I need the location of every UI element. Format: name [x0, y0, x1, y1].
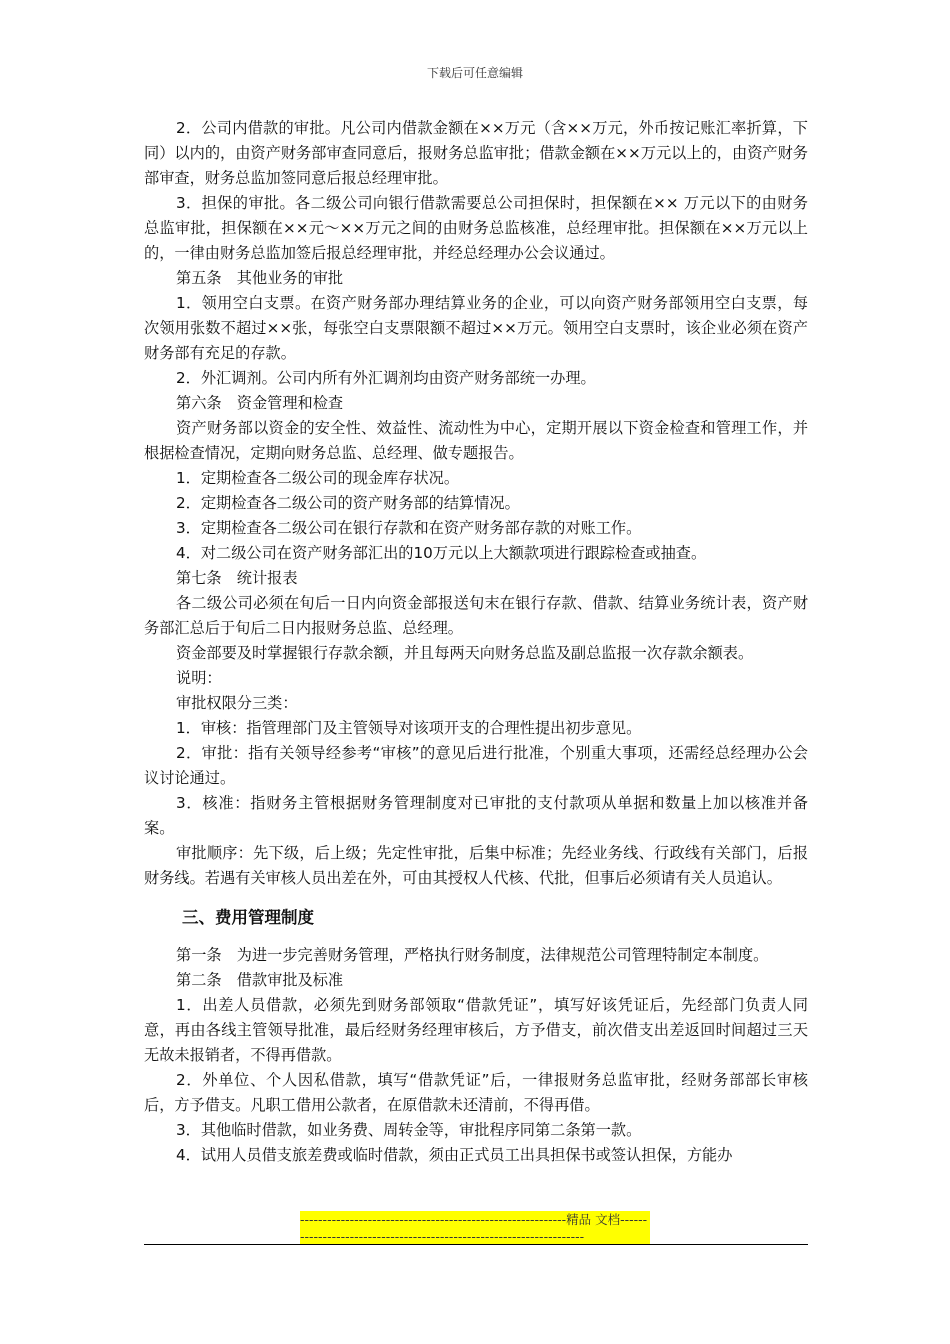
list-item: 4．试用人员借支旅差费或临时借款，须由正式员工出具担保书或签认担保，方能办 [176, 1146, 733, 1164]
list-item: 2．定期检查各二级公司的资产财务部的结算情况。 [176, 494, 520, 512]
footer-watermark: -----------------------------------------------------------精品 文档--------------------------------------------------------------------- [300, 1211, 650, 1245]
document-body [144, 116, 808, 1168]
list-item: 3．定期检查各二级公司在银行存款和在资产财务部存款的对账工作。 [176, 519, 642, 537]
paragraph: 说明： [176, 669, 222, 687]
article-heading: 第六条 资金管理和检查 [176, 394, 344, 412]
list-item: 2．审批：指有关领导经参考“审核”的意见后进行批准，个别重大事项，还需经总经理办公会议讨论通过。 [144, 744, 808, 787]
article-heading: 第七条 统计报表 [176, 569, 298, 587]
paragraph: 审批权限分三类： [176, 694, 298, 712]
list-item: 4．对二级公司在资产财务部汇出的10万元以上大额款项进行跟踪检查或抽查。 [176, 544, 707, 562]
list-item: 1．定期检查各二级公司的现金库存状况。 [176, 469, 460, 487]
paragraph: 各二级公司必须在旬后一日内向资金部报送旬末在银行存款、借款、结算业务统计表，资产财务部汇总后于旬后二日内报财务总监、总经理。 [144, 594, 808, 637]
list-item: 3．其他临时借款，如业务费、周转金等，审批程序同第二条第一款。 [176, 1121, 642, 1139]
list-item: 3．核准：指财务主管根据财务管理制度对已审批的支付款项从单据和数量上加以核准并备案。 [144, 794, 808, 837]
article-heading: 第二条 借款审批及标准 [176, 971, 344, 989]
paragraph: 2．公司内借款的审批。凡公司内借款金额在××万元（含××万元，外币按记账汇率折算，下同）以内的，由资产财务部审查同意后，报财务总监审批；借款金额在××万元以上的，由资产财务部审查，财务总监加签同意后报总经理审批。 [144, 119, 808, 187]
list-item: 2．外单位、个人因私借款，填写“借款凭证”后，一律报财务总监审批，经财务部部长审核后，方予借支。凡职工借用公款者，在原借款未还清前，不得再借。 [144, 1071, 808, 1114]
page-header: 下载后可任意编辑 [426, 66, 523, 80]
list-item: 1．审核：指管理部门及主管领导对该项开支的合理性提出初步意见。 [176, 719, 642, 737]
article-heading: 第五条 其他业务的审批 [176, 269, 344, 287]
section-title: 三、费用管理制度 [182, 908, 314, 927]
paragraph: 3．担保的审批。各二级公司向银行借款需要总公司担保时，担保额在×× 万元以下的由财务总监审批，担保额在××元～××万元之间的由财务总监核准，总经理审批。担保额在××万元以上的，一律由财务总监加签后报总经理审批，并经总经理办公会议通过。 [144, 194, 808, 262]
paragraph: 第一条 为进一步完善财务管理，严格执行财务制度，法律规范公司管理特制定本制度。 [176, 946, 769, 964]
paragraph: 资产财务部以资金的安全性、效益性、流动性为中心，定期开展以下资金检查和管理工作，并根据检查情况，定期向财务总监、总经理、做专题报告。 [144, 419, 808, 462]
list-item: 1．出差人员借款，必须先到财务部领取“借款凭证”，填写好该凭证后，先经部门负责人同意，再由各线主管领导批准，最后经财务经理审核后，方予借支，前次借支出差返回时间超过三天无故未报销者，不得再借款。 [144, 996, 808, 1064]
paragraph: 2．外汇调剂。公司内所有外汇调剂均由资产财务部统一办理。 [176, 369, 596, 387]
paragraph: 资金部要及时掌握银行存款余额，并且每两天向财务总监及副总监报一次存款余额表。 [176, 644, 754, 662]
paragraph: 审批顺序：先下级，后上级；先定性审批，后集中标准；先经业务线、行政线有关部门，后报财务线。若遇有关审核人员出差在外，可由其授权人代核、代批，但事后必须请有关人员追认。 [144, 844, 808, 887]
footer-divider [144, 1244, 808, 1245]
paragraph: 1．领用空白支票。在资产财务部办理结算业务的企业，可以向资产财务部领用空白支票，每次领用张数不超过××张，每张空白支票限额不超过××万元。领用空白支票时，该企业必须在资产财务部有充足的存款。 [144, 294, 808, 362]
